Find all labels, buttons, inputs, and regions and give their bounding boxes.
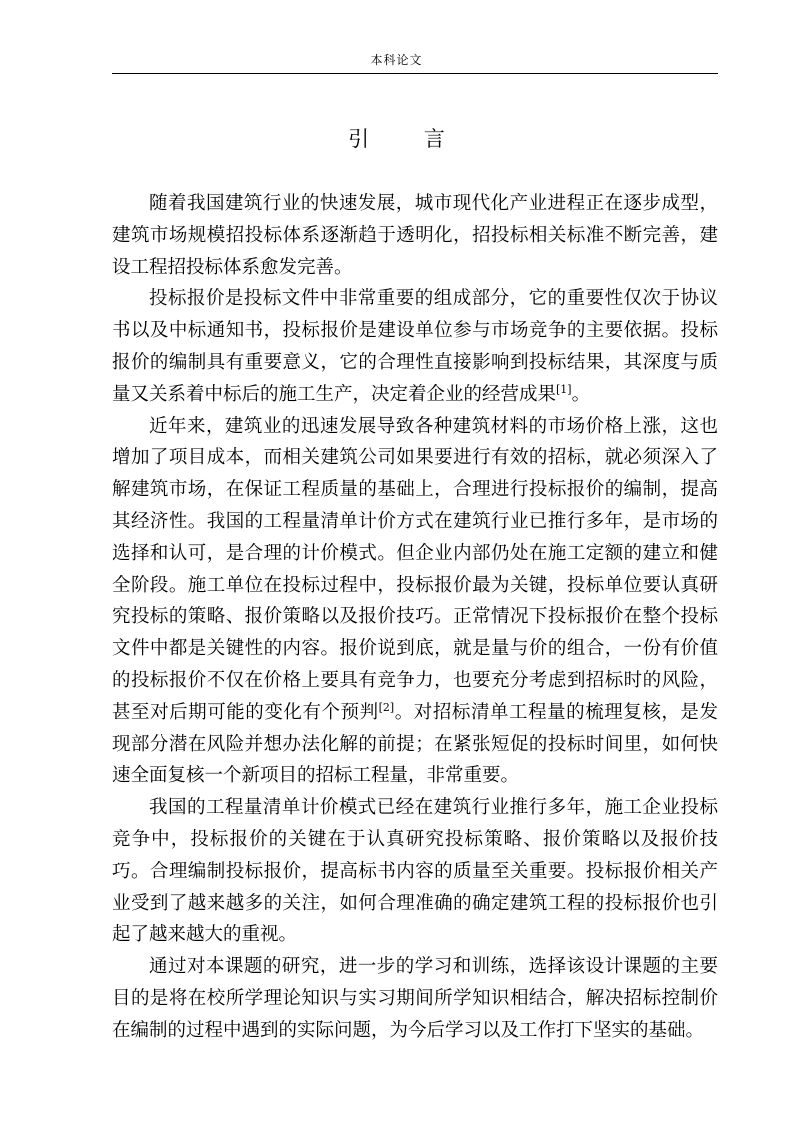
- paragraph-text: 投标报价是投标文件中非常重要的组成部分，它的重要性仅次于协议书以及中标通知书，投标报价是建设单位参与市场竞争的主要依据。投标报价的编制具有重要意义，它的合理性直接影响到投标结果，其深度与质量又关系着中标后的施工生产，决定着企业的经营成果: [112, 288, 718, 405]
- running-header: 本科论文: [370, 53, 423, 67]
- paragraph-2: [112, 283, 718, 410]
- paragraph-3: [112, 411, 718, 793]
- paragraph-1: [112, 188, 718, 283]
- header-rule: [112, 73, 718, 74]
- paragraph-5: [112, 951, 718, 1046]
- citation-marker: [1]: [556, 382, 572, 396]
- paragraph-text: 随着我国建筑行业的快速发展，城市现代化产业进程正在逐步成型，建筑市场规模招投标体系逐渐趋于透明化，招投标相关标准不断完善，建设工程招投标体系愈发完善。: [112, 193, 718, 278]
- paragraph-text: 通过对本课题的研究，进一步的学习和训练，选择该设计课题的主要目的是将在校所学理论知识与实习期间所学知识相结合，解决招标控制价在编制的过程中遇到的实际问题，为今后学习以及工作打下坚实的基础。: [112, 956, 718, 1041]
- page-title: 引 言: [348, 127, 445, 151]
- paragraph-text: 近年来，建筑业的迅速发展导致各种建筑材料的市场价格上涨，这也增加了项目成本，而相关建筑公司如果要进行有效的招标，就必须深入了解建筑市场，在保证工程质量的基础上，合理进行投标报价的编制，提高其经济性。我国的工程量清单计价方式在建筑行业已推行多年，是市场的选择和认可，是合理的计价模式。但企业内部仍处在施工定额的建立和健全阶段。施工单位在投标过程中，投标报价最为关键，投标单位要认真研究投标的策略、报价策略以及报价技巧。正常情况下投标报价在整个投标文件中都是关键性的内容。报价说到底，就是量与价的组合，一份有价值的投标报价不仅在价格上要具有竞争力，也要充分考虑到招标时的风险，甚至对后期可能的变化有个预判: [112, 415, 718, 723]
- document-body: [112, 188, 718, 1047]
- paragraph-text: 我国的工程量清单计价模式已经在建筑行业推行多年，施工企业投标竞争中，投标报价的关键在于认真研究投标策略、报价策略以及报价技巧。合理编制投标报价，提高标书内容的质量至关重要。投标报价相关产业受到了越来越多的关注，如何合理准确的确定建筑工程的投标报价也引起了越来越大的重视。: [112, 797, 718, 946]
- citation-marker: [2]: [378, 700, 395, 714]
- paragraph-text-tail: 。: [571, 383, 591, 405]
- paragraph-4: [112, 792, 718, 951]
- paragraph-text-tail: 。对招标清单工程量的梳理复核，是发现部分潜在风险并想办法化解的前提；在紧张短促的投标时间里，如何快速全面复核一个新项目的招标工程量，非常重要。: [112, 701, 718, 787]
